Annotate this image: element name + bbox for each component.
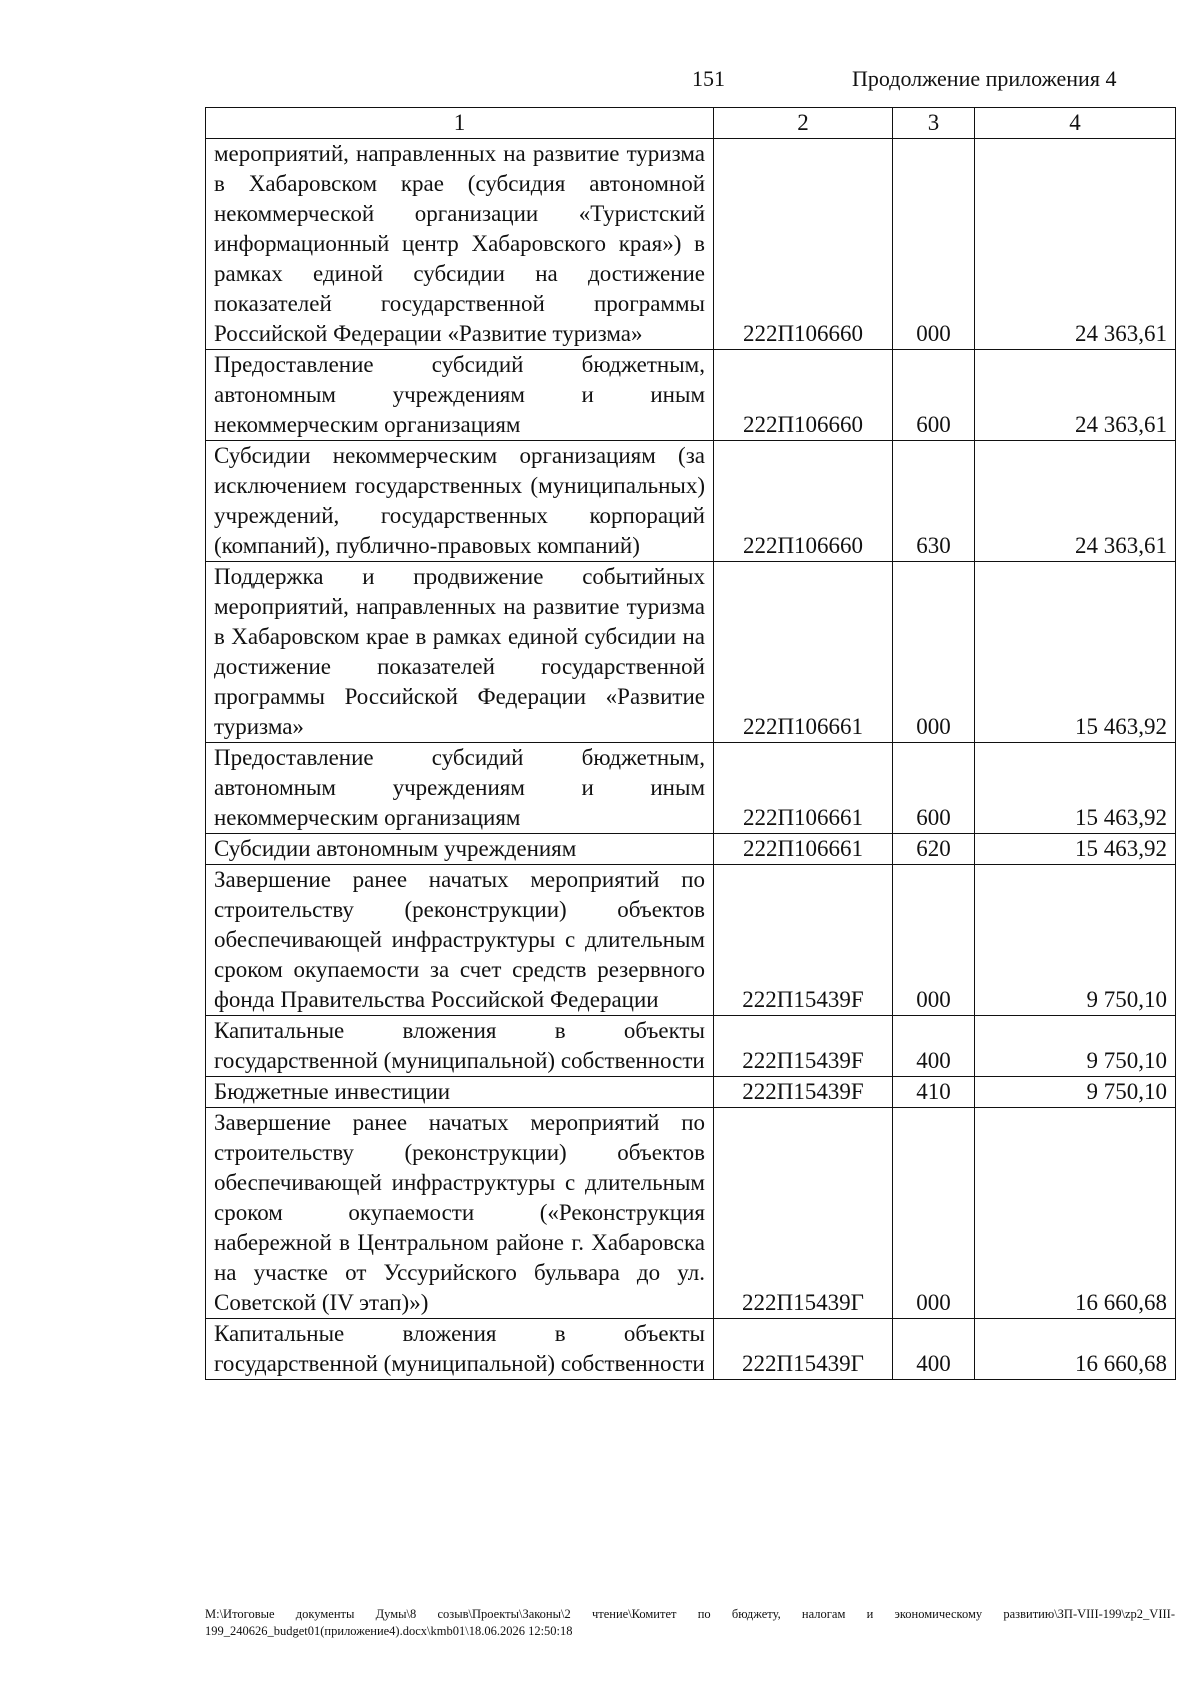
column-header-3: 3 [893,108,975,139]
row-amount: 9 750,10 [975,865,1176,1016]
row-amount: 15 463,92 [975,743,1176,834]
row-expense-kind: 000 [893,865,975,1016]
row-amount: 24 363,61 [975,441,1176,562]
row-amount: 9 750,10 [975,1077,1176,1108]
table-header-row [206,108,1176,139]
row-description: Предоставление субсидий бюджетным, автономным учреждениям и иным некоммерческим организациям [206,350,714,441]
row-expense-kind: 000 [893,139,975,350]
table-row [206,1016,1176,1077]
row-amount: 9 750,10 [975,1016,1176,1077]
table-row [206,743,1176,834]
table-row [206,562,1176,743]
row-amount: 24 363,61 [975,350,1176,441]
column-header-1: 1 [206,108,714,139]
row-target-code: 222П15439F [714,1077,893,1108]
row-amount: 15 463,92 [975,562,1176,743]
row-description: Субсидии автономным учреждениям [206,834,714,865]
table-row [206,139,1176,350]
row-expense-kind: 600 [893,350,975,441]
continuation-label: Продолжение приложения 4 [852,66,1117,91]
column-header-4: 4 [975,108,1176,139]
row-expense-kind: 400 [893,1319,975,1380]
row-target-code: 222П106660 [714,139,893,350]
page-number: 151 [692,66,725,91]
row-description: Бюджетные инвестиции [206,1077,714,1108]
row-amount: 15 463,92 [975,834,1176,865]
table-row [206,1319,1176,1380]
row-target-code: 222П15439Г [714,1319,893,1380]
row-description: Капитальные вложения в объекты государственной (муниципальной) собственности [206,1319,714,1380]
table-row [206,865,1176,1016]
row-target-code: 222П106661 [714,743,893,834]
table-row [206,834,1176,865]
row-expense-kind: 630 [893,441,975,562]
row-expense-kind: 000 [893,562,975,743]
row-target-code: 222П106660 [714,350,893,441]
row-description: Завершение ранее начатых мероприятий по строительству (реконструкции) объектов обеспечивающей инфраструктуры с длительным сроком окупаемости за счет средств резервного фонда Правительства Российской Федерации [206,865,714,1016]
row-target-code: 222П15439F [714,865,893,1016]
row-amount: 16 660,68 [975,1319,1176,1380]
table-row [206,350,1176,441]
table-row [206,441,1176,562]
row-description: Субсидии некоммерческим организациям (за исключением государственных (муниципальных) учреждений, государственных корпораций (компаний), публично-правовых компаний) [206,441,714,562]
row-expense-kind: 400 [893,1016,975,1077]
row-amount: 16 660,68 [975,1108,1176,1319]
row-target-code: 222П106661 [714,562,893,743]
appendix-table [205,107,1176,1380]
table-row [206,1108,1176,1319]
row-description: Капитальные вложения в объекты государственной (муниципальной) собственности [206,1016,714,1077]
row-description: Предоставление субсидий бюджетным, автономным учреждениям и иным некоммерческим организациям [206,743,714,834]
row-amount: 24 363,61 [975,139,1176,350]
row-expense-kind: 620 [893,834,975,865]
row-target-code: 222П106661 [714,834,893,865]
row-target-code: 222П15439Г [714,1108,893,1319]
row-expense-kind: 600 [893,743,975,834]
column-header-2: 2 [714,108,893,139]
row-description: мероприятий, направленных на развитие туризма в Хабаровском крае (субсидия автономной некоммерческой организации «Туристский информационный центр Хабаровского края») в рамках единой субсидии на достижение показателей государственной программы Российской Федерации «Развитие туризма» [206,139,714,350]
document-path-footer: M:\Итоговые документы Думы\8 созыв\Проекты\Законы\2 чтение\Комитет по бюджету, налогам и экономическому развитию\ЗП-VIII-199\zp2_VIII-199_240626_budget01(приложение4).docx\kmb01\18.06.2026 12:50:18 [205,1607,1175,1638]
row-target-code: 222П15439F [714,1016,893,1077]
row-expense-kind: 000 [893,1108,975,1319]
table-row [206,1077,1176,1108]
row-description: Поддержка и продвижение событийных мероприятий, направленных на развитие туризма в Хабаровском крае в рамках единой субсидии на достижение показателей государственной программы Российской Федерации «Развитие туризма» [206,562,714,743]
row-description: Завершение ранее начатых мероприятий по строительству (реконструкции) объектов обеспечивающей инфраструктуры с длительным сроком окупаемости («Реконструкция набережной в Центральном районе г. Хабаровска на участке от Уссурийского бульвара до ул. Советской (IV этап)») [206,1108,714,1319]
row-target-code: 222П106660 [714,441,893,562]
row-expense-kind: 410 [893,1077,975,1108]
